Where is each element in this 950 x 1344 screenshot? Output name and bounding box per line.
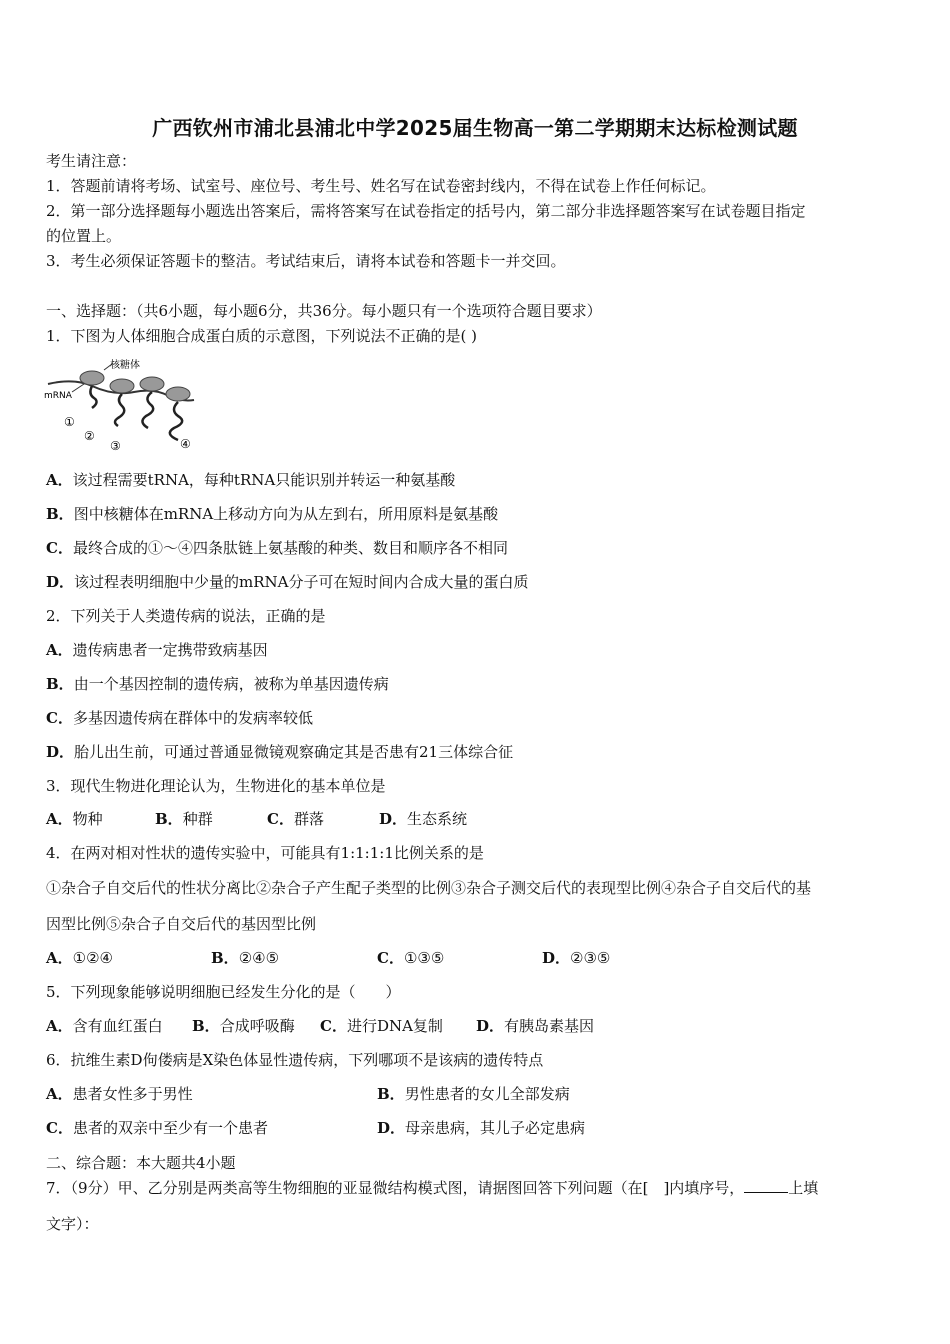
peptide-chain-2 [115, 394, 124, 426]
ribosome-label: 核糖体 [110, 360, 140, 371]
ribosome-2 [110, 379, 134, 393]
q1-option-a: A．该过程需要tRNA，每种tRNA只能识别并转运一种氨基酸 [46, 471, 456, 489]
q6-option-d: D．母亲患病，其儿子必定患病 [377, 1119, 586, 1137]
q6-stem: 6．抗维生素D佝偻病是X染色体显性遗传病，下列哪项不是该病的遗传特点 [46, 1051, 544, 1069]
q1-option-b: B．图中核糖体在mRNA上移动方向为从左到右，所用原料是氨基酸 [46, 505, 499, 523]
q3-option-b: B．种群 [155, 810, 213, 828]
q2-option-d: D．胎儿出生前，可通过普通显微镜观察确定其是否患有21三体综合征 [46, 743, 514, 761]
q7-blank [744, 1178, 788, 1193]
q2-option-c: C．多基因遗传病在群体中的发病率较低 [46, 709, 313, 727]
q5-option-d: D．有胰岛素基因 [476, 1017, 595, 1035]
q5-option-c: C．进行DNA复制 [320, 1017, 443, 1035]
notice-header: 考生请注意： [46, 152, 137, 170]
ribosome-1 [80, 371, 104, 385]
q4-stem: 4．在两对相对性状的遗传实验中，可能具有1:1:1:1比例关系的是 [46, 844, 484, 862]
section2-heading: 二、综合题：本大题共4小题 [46, 1154, 236, 1172]
chain-label-2: ② [84, 429, 95, 443]
section1-heading: 一、选择题：（共6小题，每小题6分，共36分。每小题只有一个选项符合题目要求） [46, 302, 602, 320]
peptide-chain-4 [170, 402, 182, 440]
chain-label-1: ① [64, 415, 75, 429]
notice-item-3: 3．考生必须保证答题卡的整洁。考试结束后，请将本试卷和答题卡一并交回。 [46, 252, 566, 270]
mrna-label: mRNA [44, 391, 72, 401]
q4-detail-2: 因型比例⑤杂合子自交后代的基因型比例 [46, 915, 317, 933]
q6-option-a: A．患者女性多于男性 [46, 1085, 193, 1103]
ribosome-4 [166, 387, 190, 401]
q5-option-b: B．合成呼吸酶 [192, 1017, 295, 1035]
ribosome-mrna-figure [44, 356, 204, 456]
q4-option-d: D．②③⑤ [542, 949, 611, 967]
q6-option-c: C．患者的双亲中至少有一个患者 [46, 1119, 268, 1137]
q4-option-a: A．①②④ [46, 949, 113, 967]
q6-option-b: B．男性患者的女儿全部发病 [377, 1085, 570, 1103]
q4-option-b: B．②④⑤ [211, 949, 280, 967]
q2-option-a: A．遗传病患者一定携带致病基因 [46, 641, 268, 659]
peptide-chain-1 [90, 386, 96, 408]
q2-stem: 2．下列关于人类遗传病的说法，正确的是 [46, 607, 326, 625]
q7-stem-cont: 文字）： [46, 1215, 99, 1233]
notice-item-2: 2．第一部分选择题每小题选出答案后，需将答案写在试卷指定的括号内，第二部分非选择题答案写在试卷题目指定 [46, 202, 806, 220]
chain-label-4: ④ [180, 437, 191, 451]
q3-option-c: C．群落 [267, 810, 324, 828]
q7-stem: 7．（9分）甲、乙分别是两类高等生物细胞的亚显微结构模式图，请据图回答下列问题（在[ ]内填序号， 上填 [46, 1179, 819, 1197]
page-title: 广西钦州市浦北县浦北中学2025届生物高一第二学期期末达标检测试题 [152, 116, 798, 140]
q2-option-b: B．由一个基因控制的遗传病，被称为单基因遗传病 [46, 675, 389, 693]
notice-item-1: 1．答题前请将考场、试室号、座位号、考生号、姓名写在试卷密封线内，不得在试卷上作任何标记。 [46, 177, 716, 195]
peptide-chain-3 [142, 392, 153, 428]
q1-stem: 1．下图为人体细胞合成蛋白质的示意图，下列说法不正确的是( ) [46, 327, 478, 345]
q3-stem: 3．现代生物进化理论认为，生物进化的基本单位是 [46, 777, 386, 795]
q4-option-c: C．①③⑤ [377, 949, 445, 967]
q1-option-d: D．该过程表明细胞中少量的mRNA分子可在短时间内合成大量的蛋白质 [46, 573, 529, 591]
q5-stem: 5．下列现象能够说明细胞已经发生分化的是（ ） [46, 983, 401, 1001]
chain-label-3: ③ [110, 439, 121, 453]
q1-option-c: C．最终合成的①～④四条肽链上氨基酸的种类、数目和顺序各不相同 [46, 539, 508, 557]
q3-option-d: D．生态系统 [379, 810, 468, 828]
q3-option-a: A．物种 [46, 810, 103, 828]
q4-detail-1: ①杂合子自交后代的性状分离比②杂合子产生配子类型的比例③杂合子测交后代的表现型比例④杂合子自交后代的基 [46, 879, 812, 897]
notice-item-2-cont: 的位置上。 [46, 227, 122, 245]
ribosome-3 [140, 377, 164, 391]
q5-option-a: A．含有血红蛋白 [46, 1017, 163, 1035]
